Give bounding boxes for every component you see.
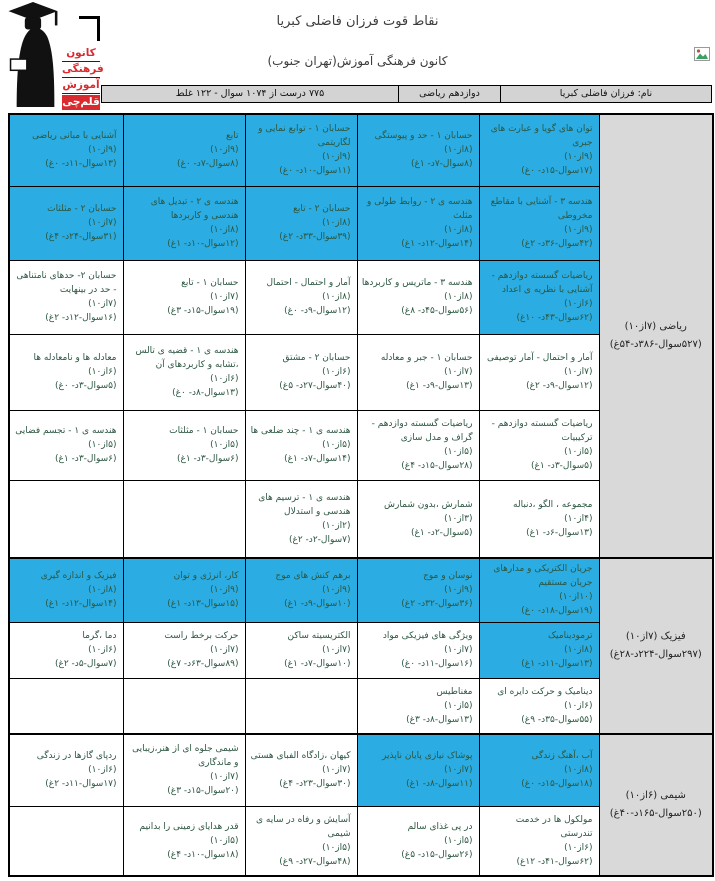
topic-detail: (۱۴سوال-۷د- ۱غ) xyxy=(284,454,351,464)
topic-title: آمار و احتمال - آمار توصیفی xyxy=(486,353,593,363)
topic-title: ردپای گازها در زندگی xyxy=(36,751,117,762)
topic-title: الکتریسیته ساکن xyxy=(287,631,351,641)
topic-cell xyxy=(357,334,479,410)
topic-title: نوسان و موج xyxy=(423,571,473,582)
topic-title: هندسه ی ۲ - روابط طولی و مثلث xyxy=(366,197,473,221)
student-info-bar xyxy=(100,85,712,103)
topic-detail: (۱۶سوال-۱۱د- ۰غ) xyxy=(401,659,473,669)
topic-score: (۵از۱۰) xyxy=(88,440,117,450)
topic-cell xyxy=(357,734,479,806)
topic-detail: (۵۶سوال-۴۵د- ۸غ) xyxy=(401,306,473,316)
topic-detail: (۴۲سوال-۳۶د- ۲غ) xyxy=(521,239,593,249)
topic-cell xyxy=(123,806,245,876)
topic-detail: (۲۰سوال-۱۵د- ۳غ) xyxy=(167,786,239,797)
topic-score: (۹از۱۰) xyxy=(564,152,593,163)
topic-cell xyxy=(479,410,599,480)
topic-cell xyxy=(479,186,599,260)
topic-title: ویژگی های فیزیکی مواد xyxy=(382,631,473,641)
topic-detail: (۱۵سوال-۱۳د- ۱غ) xyxy=(167,599,239,610)
topic-score: (۵از۱۰) xyxy=(564,447,593,457)
topic-score: (۸از۱۰) xyxy=(444,225,473,235)
topic-score: (۵از۱۰) xyxy=(322,440,351,450)
student-name: نام: فرزان فاضلی کبریا xyxy=(500,85,712,103)
topic-title: پوشاک نیازی پایان ناپذیر xyxy=(382,751,473,762)
topic-detail: (۱۰سوال-۹د- ۱غ) xyxy=(284,599,351,610)
topic-cell xyxy=(357,678,479,734)
subject-summary: (۵۲۷سوال-۳۸۶د-۵۴غ) xyxy=(609,339,702,350)
topic-title: ریاضیات گسسته دوازدهم - آشنایی با نظریه ی اعداد xyxy=(491,271,593,295)
subject-name: ریاضی (۷از۱۰) xyxy=(624,321,687,332)
empty-cell xyxy=(9,806,123,876)
topic-cell xyxy=(357,806,479,876)
topic-title: توان های گویا و عبارت های جبری xyxy=(490,124,593,149)
topic-cell xyxy=(479,622,599,678)
topic-title: هندسه ی ۱ - تجسم فضایی xyxy=(15,426,117,436)
topic-cell xyxy=(479,734,599,806)
broken-image-icon xyxy=(694,46,710,60)
topic-score: (۵از۱۰) xyxy=(322,842,351,853)
topic-detail: (۱۲سوال-۹د- ۰غ) xyxy=(284,306,351,316)
topic-score: (۷از۱۰) xyxy=(564,367,593,377)
topic-detail: (۷سوال-۵د- ۲غ) xyxy=(54,659,117,669)
topic-title: کار، انرژی و توان xyxy=(173,571,239,582)
topic-title: هندسه ی ۱ - قضیه ی تالس ،تشابه و کاربردهای آن xyxy=(135,346,239,370)
topic-title: مولکول ها در خدمت تندرستی xyxy=(515,814,593,839)
topic-cell xyxy=(123,334,245,410)
topic-score: (۹از۱۰) xyxy=(210,585,239,596)
topic-detail: (۷سوال-۲د- ۲غ) xyxy=(288,534,351,545)
topic-score: (۵از۱۰) xyxy=(210,440,239,450)
topic-score: (۹از۱۰) xyxy=(322,585,351,596)
topic-detail: (۶سوال-۳د- ۱غ) xyxy=(176,454,239,464)
topic-score: (۶از۱۰) xyxy=(88,645,117,655)
topic-detail: (۱۸سوال-۱۰د- ۴غ) xyxy=(167,849,239,860)
topic-title: حسابان ۱ - توابع نمایی و لگاریتمی xyxy=(258,124,351,149)
empty-cell xyxy=(123,678,245,734)
logo-word: کانون xyxy=(62,46,100,62)
topic-score: (۶از۱۰) xyxy=(88,765,117,776)
topic-cell xyxy=(479,114,599,186)
empty-cell xyxy=(245,678,357,734)
subject-label-math xyxy=(599,114,713,558)
topic-title: حسابان ۱ - تابع xyxy=(181,278,239,288)
topic-score: (۶از۱۰) xyxy=(88,367,117,377)
topic-detail: (۸سوال-۷د- ۱غ) xyxy=(410,159,473,170)
topic-score: (۶از۱۰) xyxy=(564,299,593,309)
logo-brand-badge: قلم‌چی xyxy=(62,96,100,108)
topic-cell xyxy=(9,410,123,480)
topic-detail: (۱۳سوال-۶د- ۱غ) xyxy=(526,527,593,538)
topic-score: (۸از۱۰) xyxy=(322,218,351,228)
topic-score: (۷از۱۰) xyxy=(210,645,239,655)
topic-cell xyxy=(9,622,123,678)
topic-score: (۵از۱۰) xyxy=(444,447,473,457)
topic-cell xyxy=(479,678,599,734)
topic-title: حسابان ۲ - مشتق xyxy=(282,353,351,363)
topic-score: (۸از۱۰) xyxy=(444,292,473,302)
topic-title: حسابان ۲ - تابع xyxy=(293,204,351,214)
topic-cell xyxy=(9,260,123,334)
strengths-table xyxy=(8,113,714,877)
topic-detail: (۸۹سوال-۶۳د- ۷غ) xyxy=(167,659,239,669)
topic-cell xyxy=(245,480,357,558)
topic-cell xyxy=(9,186,123,260)
topic-score: (۷از۱۰) xyxy=(322,645,351,655)
topic-score: (۷از۱۰) xyxy=(210,292,239,302)
topic-score: (۸از۱۰) xyxy=(564,645,593,655)
topic-score: (۷از۱۰) xyxy=(322,765,351,776)
topic-title: حسابان ۱ - جبر و معادله xyxy=(380,353,473,363)
topic-detail: (۳۶سوال-۳۲د- ۲غ) xyxy=(401,599,473,610)
topic-detail: (۶۲سوال-۴۳د- ۱۰غ) xyxy=(516,313,593,323)
topic-detail: (۱۹سوال-۱۸د- ۰غ) xyxy=(521,606,593,617)
topic-title: آب ،آهنگ زندگی xyxy=(531,751,593,762)
topic-cell xyxy=(123,410,245,480)
topic-score: (۸از۱۰) xyxy=(322,292,351,302)
topic-title: هندسه ۳ - آشنایی با مقاطع مخروطی xyxy=(490,197,593,221)
topic-cell xyxy=(357,114,479,186)
topic-score: (۷از۱۰) xyxy=(444,645,473,655)
topic-title: دما ،گرما xyxy=(82,631,117,641)
empty-cell xyxy=(9,480,123,558)
topic-cell xyxy=(245,334,357,410)
topic-detail: (۳۹سوال-۳۳د- ۲غ) xyxy=(279,232,351,242)
topic-detail: (۲۸سوال-۱۵د- ۴غ) xyxy=(401,461,473,471)
topic-title: شمارش ،بدون شمارش xyxy=(384,499,473,510)
topic-cell xyxy=(245,734,357,806)
subject-summary: (۲۵۰سوال-۱۶۵د-۴۰غ) xyxy=(609,808,702,819)
topic-score: (۷از۱۰) xyxy=(88,218,117,228)
topic-score: (۶از۱۰) xyxy=(210,374,239,384)
topic-score: (۴از۱۰) xyxy=(564,513,593,524)
topic-cell xyxy=(357,186,479,260)
topic-score: (۵از۱۰) xyxy=(210,835,239,846)
topic-detail: (۵۵سوال-۳۵د- ۹غ) xyxy=(521,714,593,725)
topic-score: (۸از۱۰) xyxy=(210,225,239,235)
topic-title: حرکت برخط راست xyxy=(164,631,239,641)
subject-name: فیزیک (۷از۱۰) xyxy=(625,631,686,642)
topic-cell xyxy=(123,114,245,186)
topic-title: ترمودینامیک xyxy=(547,631,593,641)
topic-cell xyxy=(357,480,479,558)
topic-title: شیمی جلوه ای از هنر،زیبایی و ماندگاری xyxy=(132,744,239,769)
topic-title: حسابان ۱ - مثلثات xyxy=(169,426,239,436)
topic-cell xyxy=(123,622,245,678)
topic-cell xyxy=(357,622,479,678)
topic-detail: (۱۸سوال-۱۵د- ۰غ) xyxy=(521,779,593,790)
topic-score: (۶از۱۰) xyxy=(564,842,593,853)
topic-detail: (۱۷سوال-۱۱د- ۲غ) xyxy=(45,779,117,790)
topic-cell xyxy=(123,734,245,806)
topic-title: جریان الکتریکی و مدارهای جریان مستقیم xyxy=(493,564,593,589)
topic-score: (۱۰از۱۰) xyxy=(559,592,593,603)
subject-label-physics xyxy=(599,558,713,734)
subject-name: شیمی (۶از۱۰) xyxy=(625,790,686,801)
topic-title: آشنایی با مبانی ریاضی xyxy=(32,131,117,142)
topic-title: هندسه ۳ - ماتریس و کاربردها xyxy=(361,278,473,288)
topic-score: (۳از۱۰) xyxy=(444,513,473,524)
topic-detail: (۵سوال-۳د- ۰غ) xyxy=(54,381,117,391)
topic-cell xyxy=(479,806,599,876)
topic-title: در پی غذای سالم xyxy=(407,821,473,832)
topic-cell xyxy=(245,806,357,876)
topic-detail: (۴۸سوال-۲۷د- ۹غ) xyxy=(279,856,351,867)
topic-cell xyxy=(9,558,123,622)
topic-detail: (۱۷سوال-۱۵د- ۰غ) xyxy=(521,166,593,177)
topic-score: (۵از۱۰) xyxy=(444,835,473,846)
topic-cell xyxy=(357,260,479,334)
topic-title: هندسه ی ۱ - چند ضلعی ها xyxy=(250,426,351,436)
topic-cell xyxy=(479,480,599,558)
topic-detail: (۶۲سوال-۴۱د- ۱۲غ) xyxy=(516,856,593,867)
topic-detail: (۱۲سوال-۱۰د- ۱غ) xyxy=(167,239,239,249)
topic-detail: (۶سوال-۳د- ۱غ) xyxy=(54,454,117,464)
topic-score: (۸از۱۰) xyxy=(564,765,593,776)
topic-detail: (۳۱سوال-۲۴د- ۴غ) xyxy=(45,232,117,242)
topic-title: دینامیک و حرکت دایره ای xyxy=(497,686,593,697)
topic-cell xyxy=(123,260,245,334)
topic-detail: (۱۳سوال-۸د- ۰غ) xyxy=(172,388,239,398)
topic-title: مجموعه ، الگو ،دنباله xyxy=(513,499,593,510)
topic-detail: (۱۹سوال-۱۵د- ۳غ) xyxy=(167,306,239,316)
topic-cell xyxy=(9,334,123,410)
student-grade: دوازدهم ریاضی xyxy=(398,85,501,103)
topic-title: آمار و احتمال - احتمال xyxy=(266,278,351,288)
score-summary: ۷۷۵ درست از ۱۰۷۴ سوال - ۱۲۲ غلط xyxy=(101,85,399,103)
topic-title: هندسه ی ۱ - ترسیم های هندسی و استدلال xyxy=(258,492,351,517)
topic-score: (۶از۱۰) xyxy=(564,700,593,711)
topic-cell xyxy=(245,186,357,260)
topic-score: (۹از۱۰) xyxy=(322,152,351,163)
topic-detail: (۲۶سوال-۱۵د- ۵غ) xyxy=(401,849,473,860)
topic-detail: (۴۰سوال-۲۷د- ۵غ) xyxy=(279,381,351,391)
topic-title: تابع xyxy=(225,131,239,142)
topic-score: (۸از۱۰) xyxy=(444,145,473,156)
topic-cell xyxy=(245,558,357,622)
topic-cell xyxy=(123,558,245,622)
topic-detail: (۱۳سوال-۹د- ۱غ) xyxy=(406,381,473,391)
topic-cell xyxy=(245,622,357,678)
topic-cell xyxy=(245,410,357,480)
topic-cell xyxy=(357,558,479,622)
topic-title: آسایش و رفاه در سایه ی شیمی xyxy=(255,814,351,839)
topic-cell xyxy=(123,186,245,260)
topic-detail: (۱۴سوال-۱۲د- ۱غ) xyxy=(401,239,473,249)
topic-score: (۷از۱۰) xyxy=(210,772,239,783)
topic-title: برهم کنش های موج xyxy=(275,571,351,582)
topic-score: (۹از۱۰) xyxy=(210,145,239,156)
logo-word: آموزش xyxy=(62,78,100,94)
subject-summary: (۲۹۷سوال-۲۲۴د-۲۸غ) xyxy=(609,649,702,660)
topic-title: حسابان ۱ - حد و پیوستگی xyxy=(374,131,473,142)
topic-detail: (۱۳سوال-۸د- ۳غ) xyxy=(406,714,473,725)
topic-detail: (۵سوال-۳د- ۱غ) xyxy=(530,461,593,471)
topic-title: کیهان ،زادگاه الفبای هستی xyxy=(250,751,351,762)
subject-label-chemistry xyxy=(599,734,713,876)
topic-score: (۹از۱۰) xyxy=(88,145,117,156)
empty-cell xyxy=(9,678,123,734)
topic-score: (۹از۱۰) xyxy=(564,225,593,235)
topic-detail: (۵سوال-۲د- ۱غ) xyxy=(410,527,473,538)
topic-cell xyxy=(479,558,599,622)
topic-title: معادله ها و نامعادله ها xyxy=(33,353,117,363)
topic-detail: (۳۰سوال-۲۳د- ۴غ) xyxy=(279,779,351,790)
topic-score: (۸از۱۰) xyxy=(88,585,117,596)
topic-score: (۷از۱۰) xyxy=(88,299,117,309)
topic-score: (۷از۱۰) xyxy=(444,765,473,776)
topic-title: فیزیک و اندازه گیری xyxy=(40,571,117,582)
topic-score: (۹از۱۰) xyxy=(444,585,473,596)
topic-title: هندسه ی ۲ - تبدیل های هندسی و کاربردها xyxy=(150,197,239,221)
topic-score: (۲از۱۰) xyxy=(322,520,351,531)
topic-detail: (۱۰سوال-۷د- ۱غ) xyxy=(284,659,351,669)
topic-cell xyxy=(479,260,599,334)
logo-word: فرهنگی xyxy=(62,62,100,78)
topic-title: حسابان ۲- حدهای نامتناهی - حد در بینهایت xyxy=(16,271,117,295)
topic-cell xyxy=(9,734,123,806)
topic-detail: (۱۳سوال-۱۱د- ۰غ) xyxy=(45,159,117,170)
topic-detail: (۱۶سوال-۱۲د- ۲غ) xyxy=(45,313,117,323)
topic-detail: (۱۳سوال-۱۱د- ۱غ) xyxy=(521,659,593,669)
topic-cell xyxy=(245,260,357,334)
topic-title: مغناطیس xyxy=(436,686,473,697)
empty-cell xyxy=(123,480,245,558)
topic-detail: (۱۴سوال-۱۲د- ۱غ) xyxy=(45,599,117,610)
topic-detail: (۱۲سوال-۹د- ۲غ) xyxy=(526,381,593,391)
topic-title: قدر هدایای زمینی را بدانیم xyxy=(139,821,239,832)
topic-title: حسابان ۲ - مثلثات xyxy=(47,204,117,214)
topic-cell xyxy=(357,410,479,480)
topic-score: (۵از۱۰) xyxy=(444,700,473,711)
page-title: نقاط قوت فرزان فاضلی کبریا xyxy=(276,14,439,29)
topic-title: ریاضیات گسسته دوازدهم - گراف و مدل سازی xyxy=(371,419,473,443)
topic-detail: (۸سوال-۷د- ۰غ) xyxy=(176,159,239,170)
topic-cell xyxy=(245,114,357,186)
topic-score: (۶از۱۰) xyxy=(322,367,351,377)
topic-title: ریاضیات گسسته دوازدهم - ترکیبیات xyxy=(491,419,593,443)
topic-cell xyxy=(479,334,599,410)
page-subtitle: کانون فرهنگی آموزش(تهران جنوب) xyxy=(267,54,448,68)
topic-score: (۷از۱۰) xyxy=(444,367,473,377)
topic-detail: (۱۱سوال-۱۰د- ۰غ) xyxy=(279,166,351,177)
topic-detail: (۱۱سوال-۸د- ۱غ) xyxy=(406,779,473,790)
topic-cell xyxy=(9,114,123,186)
